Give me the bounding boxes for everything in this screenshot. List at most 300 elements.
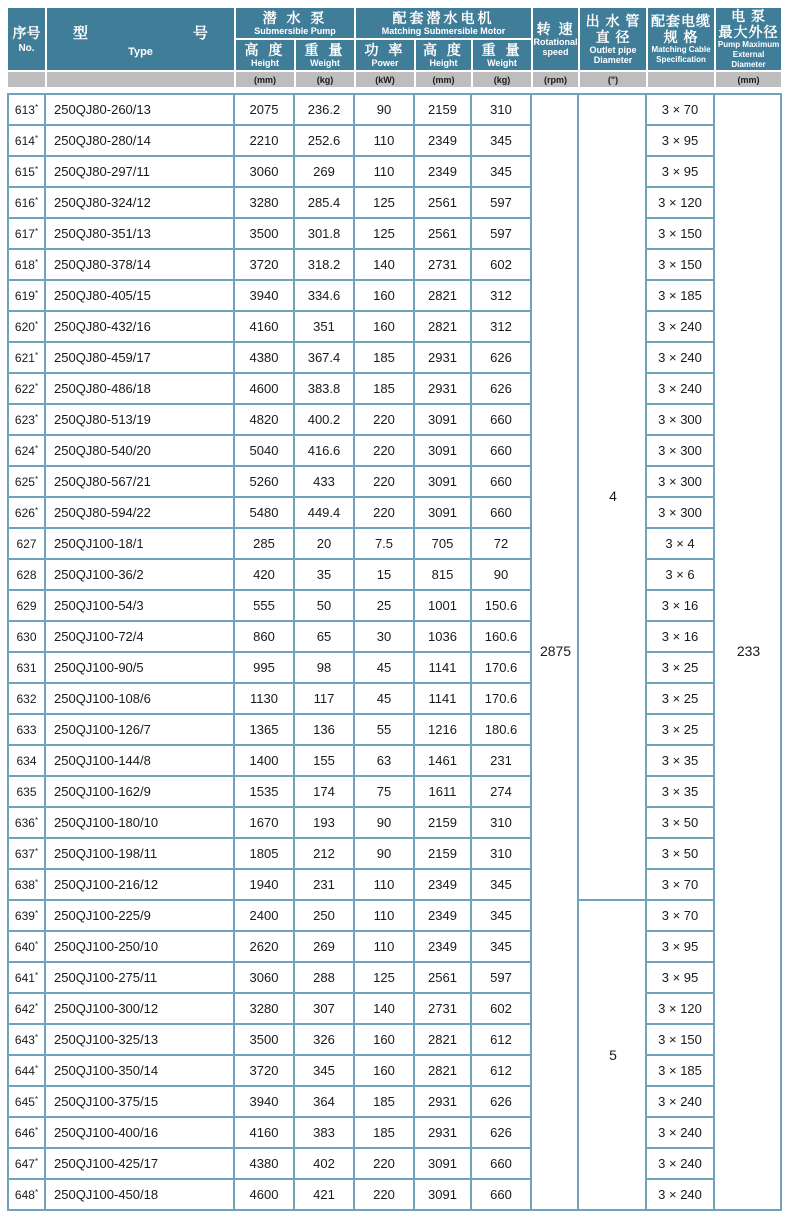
row-no: 645* xyxy=(7,1087,46,1118)
unit-pump-weight: (kg) xyxy=(295,71,355,88)
header-pump-weight: 重 量 Weight xyxy=(295,39,355,71)
row-no: 617* xyxy=(7,219,46,250)
row-motor-height: 2349 xyxy=(415,126,472,157)
header-speed: 转 速 Rotational speed xyxy=(532,7,579,71)
row-cable: 3 × 120 xyxy=(647,994,715,1025)
row-outlet-cell xyxy=(579,901,647,932)
table-row xyxy=(7,1087,782,1118)
row-diameter-cell xyxy=(715,870,782,901)
row-motor-height: 2731 xyxy=(415,250,472,281)
table-row xyxy=(7,746,782,777)
row-pump-weight: 285.4 xyxy=(295,188,355,219)
table-row xyxy=(7,715,782,746)
row-motor-height: 3091 xyxy=(415,498,472,529)
row-motor-weight: 180.6 xyxy=(472,715,532,746)
row-model: 250QJ100-216/12 xyxy=(46,870,235,901)
row-pump-height: 2400 xyxy=(235,901,295,932)
row-diameter-cell xyxy=(715,932,782,963)
row-diameter-cell xyxy=(715,188,782,219)
table-row xyxy=(7,529,782,560)
row-model: 250QJ100-325/13 xyxy=(46,1025,235,1056)
row-diameter-cell xyxy=(715,746,782,777)
row-pump-height: 2620 xyxy=(235,932,295,963)
row-outlet-cell xyxy=(579,560,647,591)
row-no: 631 xyxy=(7,653,46,684)
row-motor-height: 1611 xyxy=(415,777,472,808)
row-diameter-cell xyxy=(715,312,782,343)
row-outlet-cell xyxy=(579,653,647,684)
row-pump-weight: 301.8 xyxy=(295,219,355,250)
row-diameter-cell xyxy=(715,529,782,560)
row-model: 250QJ100-450/18 xyxy=(46,1180,235,1211)
row-pump-weight: 20 xyxy=(295,529,355,560)
table-row xyxy=(7,963,782,994)
row-model: 250QJ100-36/2 xyxy=(46,560,235,591)
row-model: 250QJ100-108/6 xyxy=(46,684,235,715)
row-cable: 3 × 35 xyxy=(647,777,715,808)
max-diameter-value: 233 xyxy=(736,643,761,659)
row-diameter-cell xyxy=(715,1118,782,1149)
row-motor-weight: 660 xyxy=(472,1180,532,1211)
table-row xyxy=(7,994,782,1025)
row-cable: 3 × 300 xyxy=(647,405,715,436)
table-row xyxy=(7,405,782,436)
row-power: 220 xyxy=(355,467,415,498)
row-model: 250QJ100-300/12 xyxy=(46,994,235,1025)
row-motor-weight: 345 xyxy=(472,870,532,901)
row-diameter-cell xyxy=(715,1087,782,1118)
row-motor-weight: 170.6 xyxy=(472,684,532,715)
row-no: 637* xyxy=(7,839,46,870)
row-model: 250QJ100-162/9 xyxy=(46,777,235,808)
row-diameter-cell xyxy=(715,467,782,498)
row-motor-weight: 345 xyxy=(472,901,532,932)
row-cable: 3 × 240 xyxy=(647,374,715,405)
row-power: 90 xyxy=(355,93,415,126)
row-no: 621* xyxy=(7,343,46,374)
table-row xyxy=(7,250,782,281)
row-outlet-cell xyxy=(579,188,647,219)
row-no: 648* xyxy=(7,1180,46,1211)
row-pump-height: 1365 xyxy=(235,715,295,746)
row-outlet-cell xyxy=(579,1118,647,1149)
row-no: 630 xyxy=(7,622,46,653)
row-diameter-cell xyxy=(715,405,782,436)
row-outlet-cell xyxy=(579,715,647,746)
row-outlet-cell xyxy=(579,777,647,808)
row-cable: 3 × 25 xyxy=(647,715,715,746)
table-row xyxy=(7,219,782,250)
row-pump-height: 5260 xyxy=(235,467,295,498)
row-speed-cell xyxy=(532,498,579,529)
row-diameter-cell xyxy=(715,436,782,467)
row-no: 632 xyxy=(7,684,46,715)
header-cable: 配套电缆 规 格 Matching Cable Specification xyxy=(647,7,715,71)
row-diameter-cell xyxy=(715,1149,782,1180)
row-diameter-cell xyxy=(715,1056,782,1087)
row-cable: 3 × 95 xyxy=(647,932,715,963)
row-pump-height: 4600 xyxy=(235,1180,295,1211)
row-power: 63 xyxy=(355,746,415,777)
row-motor-weight: 626 xyxy=(472,1087,532,1118)
row-power: 220 xyxy=(355,436,415,467)
row-power: 185 xyxy=(355,1118,415,1149)
row-motor-weight: 660 xyxy=(472,467,532,498)
row-speed-cell xyxy=(532,1056,579,1087)
row-diameter-cell xyxy=(715,219,782,250)
outlet-diameter-value-a: 4 xyxy=(609,488,617,504)
row-motor-height: 2159 xyxy=(415,93,472,126)
row-motor-height: 1036 xyxy=(415,622,472,653)
row-power: 160 xyxy=(355,1056,415,1087)
row-speed-cell xyxy=(532,126,579,157)
row-model: 250QJ100-250/10 xyxy=(46,932,235,963)
row-outlet-cell xyxy=(579,312,647,343)
row-no: 640* xyxy=(7,932,46,963)
row-power: 185 xyxy=(355,374,415,405)
row-motor-weight: 626 xyxy=(472,343,532,374)
row-pump-weight: 400.2 xyxy=(295,405,355,436)
row-pump-weight: 334.6 xyxy=(295,281,355,312)
row-motor-height: 2349 xyxy=(415,157,472,188)
row-motor-weight: 602 xyxy=(472,250,532,281)
row-power: 140 xyxy=(355,250,415,281)
row-pump-weight: 193 xyxy=(295,808,355,839)
row-pump-height: 1535 xyxy=(235,777,295,808)
row-motor-weight: 660 xyxy=(472,405,532,436)
table-row xyxy=(7,808,782,839)
table-row xyxy=(7,498,782,529)
row-model: 250QJ80-432/16 xyxy=(46,312,235,343)
table-row xyxy=(7,343,782,374)
row-model: 250QJ100-350/14 xyxy=(46,1056,235,1087)
row-outlet-cell xyxy=(579,126,647,157)
row-motor-weight: 612 xyxy=(472,1025,532,1056)
row-cable: 3 × 70 xyxy=(647,93,715,126)
row-outlet-cell xyxy=(579,219,647,250)
row-speed-cell xyxy=(532,312,579,343)
row-speed-cell xyxy=(532,281,579,312)
header-type-en: Type xyxy=(128,45,153,58)
row-motor-weight: 626 xyxy=(472,374,532,405)
row-pump-height: 3280 xyxy=(235,994,295,1025)
header-motor-weight: 重 量 Weight xyxy=(472,39,532,71)
header-pump-height: 高 度 Height xyxy=(235,39,295,71)
row-power: 110 xyxy=(355,932,415,963)
row-no: 634 xyxy=(7,746,46,777)
row-power: 110 xyxy=(355,870,415,901)
row-power: 185 xyxy=(355,343,415,374)
row-speed-cell xyxy=(532,901,579,932)
header-pump: 潜 水 泵 Submersible Pump xyxy=(235,7,355,39)
row-speed-cell xyxy=(532,1025,579,1056)
row-diameter-cell xyxy=(715,343,782,374)
row-motor-weight: 345 xyxy=(472,126,532,157)
table-row xyxy=(7,591,782,622)
row-pump-weight: 269 xyxy=(295,932,355,963)
row-power: 110 xyxy=(355,901,415,932)
row-pump-height: 1940 xyxy=(235,870,295,901)
row-pump-weight: 50 xyxy=(295,591,355,622)
row-pump-height: 3940 xyxy=(235,281,295,312)
row-power: 75 xyxy=(355,777,415,808)
row-speed-cell xyxy=(532,932,579,963)
row-pump-weight: 117 xyxy=(295,684,355,715)
row-pump-weight: 367.4 xyxy=(295,343,355,374)
row-motor-height: 3091 xyxy=(415,436,472,467)
row-outlet-cell xyxy=(579,374,647,405)
row-pump-weight: 252.6 xyxy=(295,126,355,157)
row-pump-height: 1670 xyxy=(235,808,295,839)
row-power: 160 xyxy=(355,312,415,343)
row-cable: 3 × 70 xyxy=(647,901,715,932)
header-type-zh: 型 号 xyxy=(73,24,208,42)
row-pump-height: 285 xyxy=(235,529,295,560)
row-speed-cell xyxy=(532,188,579,219)
row-no: 644* xyxy=(7,1056,46,1087)
row-motor-weight: 90 xyxy=(472,560,532,591)
row-cable: 3 × 50 xyxy=(647,839,715,870)
row-outlet-cell xyxy=(579,1180,647,1211)
row-power: 90 xyxy=(355,839,415,870)
row-no: 628 xyxy=(7,560,46,591)
table-row xyxy=(7,622,782,653)
spec-table-wrapper xyxy=(7,7,782,1211)
row-cable: 3 × 240 xyxy=(647,1087,715,1118)
row-model: 250QJ80-297/11 xyxy=(46,157,235,188)
header-motor-height: 高 度 Height xyxy=(415,39,472,71)
row-pump-height: 5040 xyxy=(235,436,295,467)
speed-value: 2875 xyxy=(539,643,572,659)
row-no: 636* xyxy=(7,808,46,839)
row-motor-height: 2821 xyxy=(415,312,472,343)
row-motor-height: 3091 xyxy=(415,1149,472,1180)
row-model: 250QJ100-225/9 xyxy=(46,901,235,932)
row-power: 45 xyxy=(355,684,415,715)
row-speed-cell xyxy=(532,157,579,188)
row-pump-weight: 326 xyxy=(295,1025,355,1056)
row-pump-height: 3720 xyxy=(235,1056,295,1087)
row-no: 627 xyxy=(7,529,46,560)
row-pump-weight: 236.2 xyxy=(295,93,355,126)
row-no: 619* xyxy=(7,281,46,312)
header-no-zh: 序号 xyxy=(12,24,41,41)
table-row xyxy=(7,436,782,467)
row-power: 160 xyxy=(355,281,415,312)
row-pump-height: 5480 xyxy=(235,498,295,529)
table-row xyxy=(7,1149,782,1180)
row-model: 250QJ80-351/13 xyxy=(46,219,235,250)
row-speed-cell xyxy=(532,1180,579,1211)
row-outlet-cell xyxy=(579,281,647,312)
row-no: 622* xyxy=(7,374,46,405)
row-diameter-cell xyxy=(715,777,782,808)
row-pump-height: 3500 xyxy=(235,219,295,250)
row-diameter-cell xyxy=(715,560,782,591)
row-cable: 3 × 6 xyxy=(647,560,715,591)
units-row xyxy=(7,71,782,88)
unit-motor-height: (mm) xyxy=(415,71,472,88)
row-diameter-cell xyxy=(715,808,782,839)
row-pump-height: 4600 xyxy=(235,374,295,405)
row-pump-height: 860 xyxy=(235,622,295,653)
table-header xyxy=(7,7,782,93)
row-power: 140 xyxy=(355,994,415,1025)
row-speed-cell xyxy=(532,839,579,870)
row-motor-height: 815 xyxy=(415,560,472,591)
row-pump-weight: 421 xyxy=(295,1180,355,1211)
row-pump-height: 995 xyxy=(235,653,295,684)
row-motor-weight: 310 xyxy=(472,93,532,126)
row-speed-cell xyxy=(532,1087,579,1118)
row-pump-weight: 364 xyxy=(295,1087,355,1118)
row-cable: 3 × 150 xyxy=(647,1025,715,1056)
table-row xyxy=(7,839,782,870)
row-diameter-cell xyxy=(715,374,782,405)
row-speed-cell xyxy=(532,529,579,560)
row-motor-weight: 345 xyxy=(472,157,532,188)
row-pump-weight: 416.6 xyxy=(295,436,355,467)
row-pump-height: 3280 xyxy=(235,188,295,219)
row-motor-weight: 660 xyxy=(472,1149,532,1180)
row-no: 642* xyxy=(7,994,46,1025)
row-power: 160 xyxy=(355,1025,415,1056)
table-row xyxy=(7,1025,782,1056)
row-cable: 3 × 150 xyxy=(647,250,715,281)
row-pump-height: 420 xyxy=(235,560,295,591)
header-diameter: 电 泵 最大外径 Pump Maximum External Diameter xyxy=(715,7,782,71)
row-speed-cell xyxy=(532,870,579,901)
row-pump-weight: 98 xyxy=(295,653,355,684)
row-cable: 3 × 4 xyxy=(647,529,715,560)
row-power: 125 xyxy=(355,219,415,250)
table-row xyxy=(7,312,782,343)
row-cable: 3 × 300 xyxy=(647,498,715,529)
row-speed-cell xyxy=(532,591,579,622)
row-speed-cell xyxy=(532,405,579,436)
row-no: 616* xyxy=(7,188,46,219)
row-pump-height: 4380 xyxy=(235,343,295,374)
row-diameter-cell xyxy=(715,591,782,622)
row-pump-weight: 250 xyxy=(295,901,355,932)
row-pump-height: 4160 xyxy=(235,1118,295,1149)
table-row xyxy=(7,93,782,126)
table-row xyxy=(7,777,782,808)
row-power: 45 xyxy=(355,653,415,684)
row-no: 624* xyxy=(7,436,46,467)
row-cable: 3 × 185 xyxy=(647,281,715,312)
row-motor-height: 705 xyxy=(415,529,472,560)
row-pump-height: 1130 xyxy=(235,684,295,715)
row-motor-weight: 602 xyxy=(472,994,532,1025)
row-speed-cell xyxy=(532,715,579,746)
row-model: 250QJ100-18/1 xyxy=(46,529,235,560)
row-diameter-cell xyxy=(715,93,782,126)
row-no: 614* xyxy=(7,126,46,157)
row-speed-cell xyxy=(532,808,579,839)
row-cable: 3 × 240 xyxy=(647,343,715,374)
row-pump-weight: 383.8 xyxy=(295,374,355,405)
row-motor-weight: 170.6 xyxy=(472,653,532,684)
row-power: 110 xyxy=(355,157,415,188)
row-model: 250QJ100-180/10 xyxy=(46,808,235,839)
row-pump-height: 3940 xyxy=(235,1087,295,1118)
row-motor-weight: 626 xyxy=(472,1118,532,1149)
table-row xyxy=(7,1118,782,1149)
table-row xyxy=(7,684,782,715)
row-motor-height: 2821 xyxy=(415,281,472,312)
row-no: 635 xyxy=(7,777,46,808)
row-outlet-cell xyxy=(579,684,647,715)
row-model: 250QJ100-90/5 xyxy=(46,653,235,684)
row-pump-weight: 212 xyxy=(295,839,355,870)
row-model: 250QJ100-275/11 xyxy=(46,963,235,994)
unit-pump-height: (mm) xyxy=(235,71,295,88)
row-no: 646* xyxy=(7,1118,46,1149)
row-power: 125 xyxy=(355,963,415,994)
row-model: 250QJ80-378/14 xyxy=(46,250,235,281)
table-row xyxy=(7,157,782,188)
row-cable: 3 × 95 xyxy=(647,963,715,994)
table-row xyxy=(7,870,782,901)
row-outlet-cell xyxy=(579,932,647,963)
row-no: 613* xyxy=(7,93,46,126)
unit-motor-weight: (kg) xyxy=(472,71,532,88)
row-pump-weight: 65 xyxy=(295,622,355,653)
row-motor-height: 2349 xyxy=(415,932,472,963)
table-row xyxy=(7,1180,782,1211)
row-speed-cell xyxy=(532,746,579,777)
row-power: 90 xyxy=(355,808,415,839)
row-motor-height: 3091 xyxy=(415,467,472,498)
row-model: 250QJ80-280/14 xyxy=(46,126,235,157)
row-cable: 3 × 240 xyxy=(647,1180,715,1211)
row-motor-weight: 660 xyxy=(472,436,532,467)
row-cable: 3 × 240 xyxy=(647,1149,715,1180)
row-speed-cell xyxy=(532,93,579,126)
row-motor-weight: 612 xyxy=(472,1056,532,1087)
row-cable: 3 × 240 xyxy=(647,1118,715,1149)
row-speed-cell xyxy=(532,219,579,250)
row-pump-weight: 345 xyxy=(295,1056,355,1087)
row-pump-height: 3500 xyxy=(235,1025,295,1056)
row-diameter-cell xyxy=(715,963,782,994)
row-motor-height: 2561 xyxy=(415,219,472,250)
row-motor-height: 2159 xyxy=(415,808,472,839)
row-motor-height: 2349 xyxy=(415,870,472,901)
row-motor-weight: 597 xyxy=(472,219,532,250)
header-power: 功 率 Power xyxy=(355,39,415,71)
row-cable: 3 × 150 xyxy=(647,219,715,250)
row-speed-cell xyxy=(532,343,579,374)
row-motor-height: 1141 xyxy=(415,653,472,684)
row-cable: 3 × 300 xyxy=(647,467,715,498)
table-row xyxy=(7,188,782,219)
outlet-diameter-value-b: 5 xyxy=(609,1047,617,1063)
row-speed-cell xyxy=(532,560,579,591)
row-speed-cell xyxy=(532,1118,579,1149)
row-no: 626* xyxy=(7,498,46,529)
table-row xyxy=(7,560,782,591)
table-body xyxy=(7,93,782,1211)
row-outlet-cell xyxy=(579,343,647,374)
unit-power: (kW) xyxy=(355,71,415,88)
unit-speed: (rpm) xyxy=(532,71,579,88)
row-no: 643* xyxy=(7,1025,46,1056)
row-motor-height: 1461 xyxy=(415,746,472,777)
row-diameter-cell xyxy=(715,157,782,188)
row-model: 250QJ100-375/15 xyxy=(46,1087,235,1118)
